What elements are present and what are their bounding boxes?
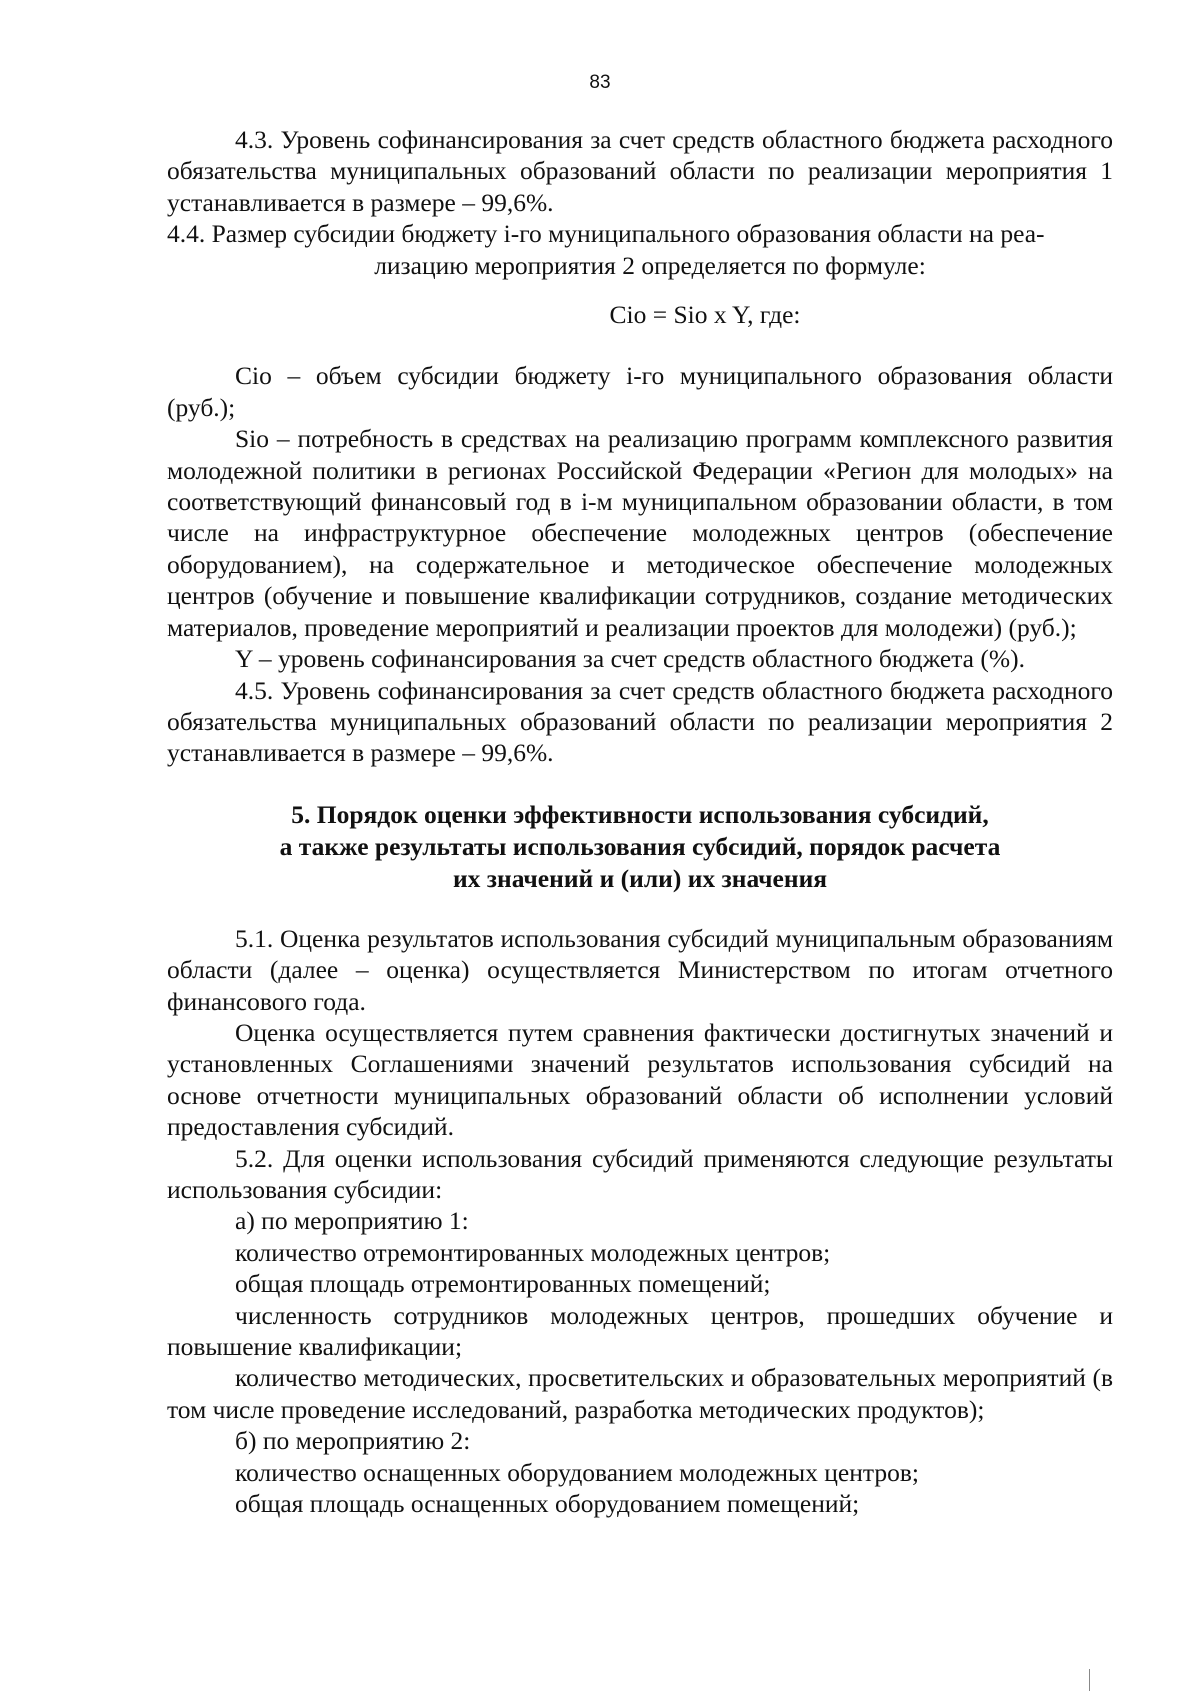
section-5-heading-line1: 5. Порядок оценки эффективности использования субсидий, (291, 799, 989, 829)
measure-1-item: общая площадь отремонтированных помещений; (235, 1269, 771, 1299)
document-body (167, 124, 1113, 1519)
scan-mark (1089, 1669, 1090, 1691)
paragraph-assessment: Оценка осуществляется путем сравнения фактически достигнутых значений и установленных Соглашениями значений результатов использования субсидий на основе отчетности муниципальных образований области об исполнении условий предоставления субсидий. (167, 1017, 1113, 1142)
measure-2-item: общая площадь оснащенных оборудованием помещений; (235, 1489, 860, 1519)
paragraph-4-5: 4.5. Уровень софинансирования за счет средств областного бюджета расходного обязательства муниципальных образований области по реализации мероприятия 2 устанавливается в размере – 99,6%. (167, 675, 1113, 768)
paragraph-5-1: 5.1. Оценка результатов использования субсидий муниципальным образованиям области (далее – оценка) осуществляется Министерством по итогам отчетного финансового года. (167, 923, 1113, 1016)
section-5-heading (167, 799, 1113, 895)
measure-2-label: б) по мероприятию 2: (235, 1426, 471, 1456)
cio-definition: Cio – объем субсидии бюджету i-го муниципального образования области (руб.); (167, 361, 1113, 422)
paragraph-4-3: 4.3. Уровень софинансирования за счет средств областного бюджета расходного обязательства муниципальных образований области по реализации мероприятия 1 устанавливается в размере – 99,6%. (167, 125, 1113, 217)
measure-1-item: количество отремонтированных молодежных центров; (235, 1237, 831, 1267)
paragraph-4-4-line1: 4.4. Размер субсидии бюджету i-го муниципального образования области на реа- (167, 219, 1045, 249)
formula: Cio = Sio x Y, где: (609, 300, 801, 330)
measure-1-label: а) по мероприятию 1: (235, 1206, 469, 1236)
section-5-heading-line2: а также результаты использования субсидий, порядок расчета (279, 831, 1001, 861)
paragraph-5-2: 5.2. Для оценки использования субсидий применяются следующие результаты использования субсидии: (167, 1143, 1113, 1204)
section-5-heading-line3: их значений и (или) их значения (452, 863, 828, 893)
sio-definition: Sio – потребность в средствах на реализацию программ комплексного развития молодежной политики в регионах Российской Федерации «Регион для молодых» на соответствующий финансовый год в i-м муниципальном образовании области, в том числе на инфраструктурное обеспечение молодежных центров (обеспечение оборудованием), на содержательное и методическое обеспечение молодежных центров (обучение и повышение квалификации сотрудников, создание методических материалов, проведение мероприятий и реализации проектов для молодежи) (руб.); (167, 424, 1113, 642)
paragraph-4-4-line2: лизацию мероприятия 2 определяется по формуле: (374, 250, 926, 280)
page-number: 83 (589, 72, 611, 93)
y-definition: Y – уровень софинансирования за счет средств областного бюджета (%). (235, 644, 1025, 674)
measure-1-item: количество методических, просветительских и образовательных мероприятий (в том числе проведение исследований, разработка методических продуктов); (167, 1363, 1113, 1424)
measure-1-item: численность сотрудников молодежных центров, прошедших обучение и повышение квалификации; (167, 1300, 1113, 1361)
measure-2-item: количество оснащенных оборудованием молодежных центров; (235, 1457, 919, 1487)
